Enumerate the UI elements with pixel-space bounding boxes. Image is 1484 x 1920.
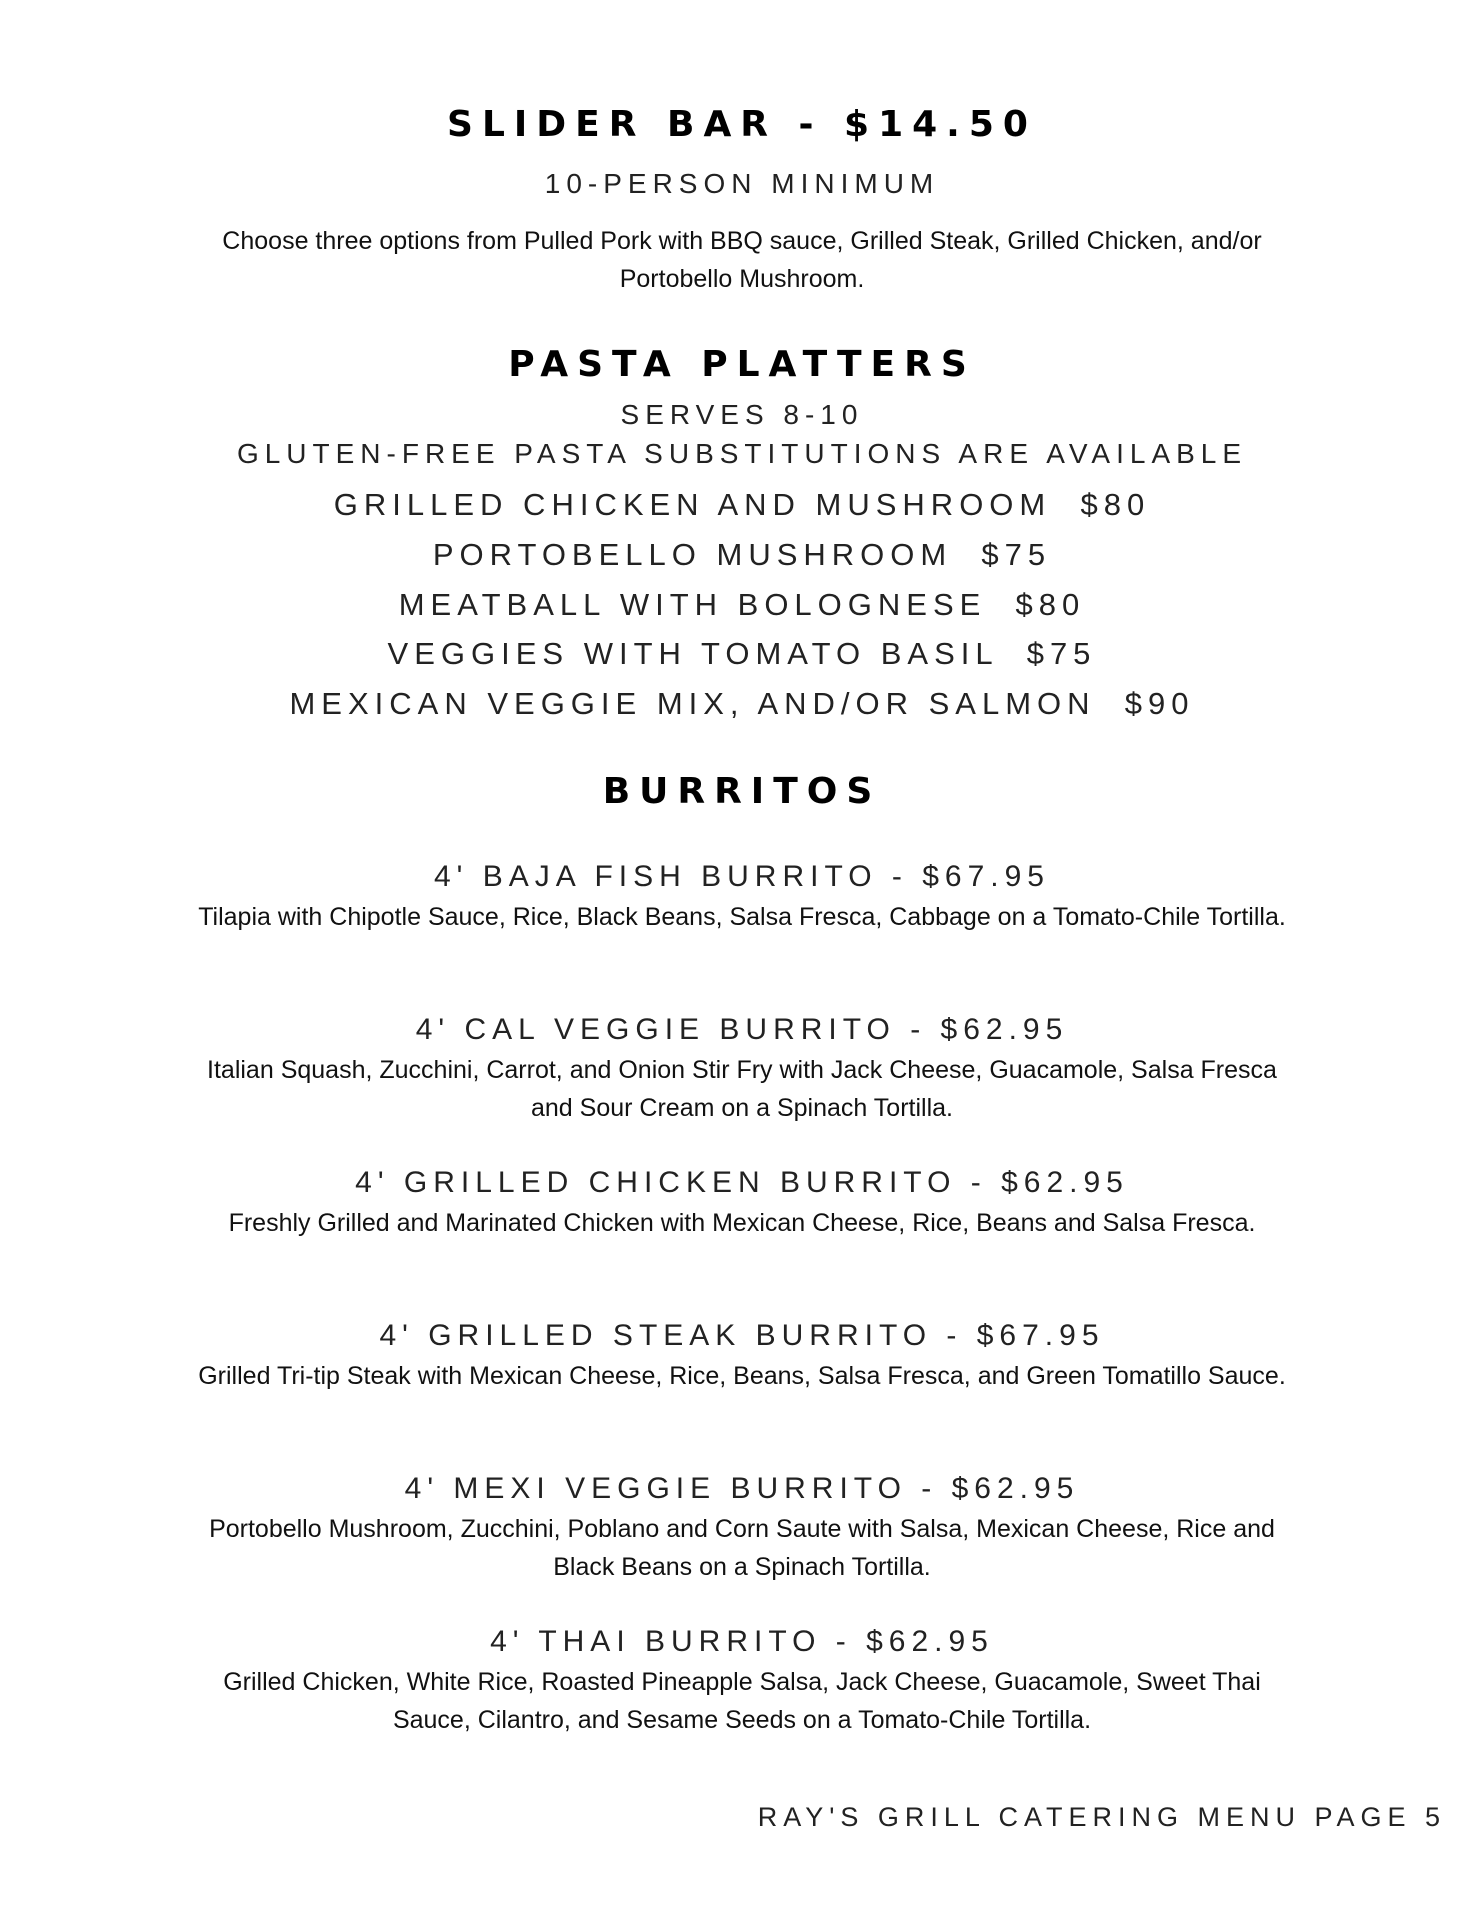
pasta-item: MEATBALL WITH BOLOGNESE $80 [398, 587, 1086, 622]
burrito-description: Grilled Tri-tip Steak with Mexican Cheese, Rice, Beans, Salsa Fresca, and Green Tomatillo Sauce. [198, 1362, 1286, 1390]
pasta-serves-note: SERVES 8-10 [620, 399, 864, 430]
burrito-name: 4' BAJA FISH BURRITO - $67.95 [433, 860, 1050, 893]
pasta-gluten-note: GLUTEN-FREE PASTA SUBSTITUTIONS ARE AVAILABLE [236, 438, 1248, 469]
burrito-description: Freshly Grilled and Marinated Chicken with Mexican Cheese, Rice, Beans and Salsa Fresca. [228, 1209, 1256, 1237]
burrito-name: 4' GRILLED CHICKEN BURRITO - $62.95 [355, 1166, 1129, 1199]
burrito-name: 4' CAL VEGGIE BURRITO - $62.95 [415, 1013, 1069, 1046]
burrito-name: 4' GRILLED STEAK BURRITO - $67.95 [379, 1319, 1105, 1352]
slider-bar-title: SLIDER BAR - $14.50 [447, 104, 1037, 145]
burrito-description: Portobello Mushroom, Zucchini, Poblano and Corn Saute with Salsa, Mexican Cheese, Rice and Black Beans on a Spinach Tortilla. [209, 1515, 1275, 1581]
page-footer: RAY'S GRILL CATERING MENU PAGE 5 [757, 1802, 1446, 1832]
burrito-description: Grilled Chicken, White Rice, Roasted Pineapple Salsa, Jack Cheese, Guacamole, Sweet Thai Sauce, Cilantro, and Sesame Seeds on a Tomato-Chile Tortilla. [223, 1668, 1261, 1734]
pasta-item: PORTOBELLO MUSHROOM $75 [432, 537, 1052, 572]
burrito-description: Italian Squash, Zucchini, Carrot, and Onion Stir Fry with Jack Cheese, Guacamole, Salsa Fresca and Sour Cream on a Spinach Tortilla. [207, 1056, 1277, 1122]
burrito-description: Tilapia with Chipotle Sauce, Rice, Black Beans, Salsa Fresca, Cabbage on a Tomato-Chile Tortilla. [198, 903, 1286, 931]
pasta-platters-title: PASTA PLATTERS [508, 344, 976, 385]
slider-bar-minimum: 10-PERSON MINIMUM [544, 168, 940, 199]
slider-bar-description: Choose three options from Pulled Pork with BBQ sauce, Grilled Steak, Grilled Chicken, and/or Portobello Mushroom. [222, 227, 1262, 293]
pasta-item: VEGGIES WITH TOMATO BASIL $75 [387, 636, 1097, 671]
burrito-name: 4' THAI BURRITO - $62.95 [490, 1625, 994, 1658]
pasta-item: GRILLED CHICKEN AND MUSHROOM $80 [333, 487, 1151, 522]
pasta-item: MEXICAN VEGGIE MIX, AND/OR SALMON $90 [289, 686, 1195, 721]
burritos-title: BURRITOS [602, 771, 882, 812]
burrito-name: 4' MEXI VEGGIE BURRITO - $62.95 [404, 1472, 1080, 1505]
